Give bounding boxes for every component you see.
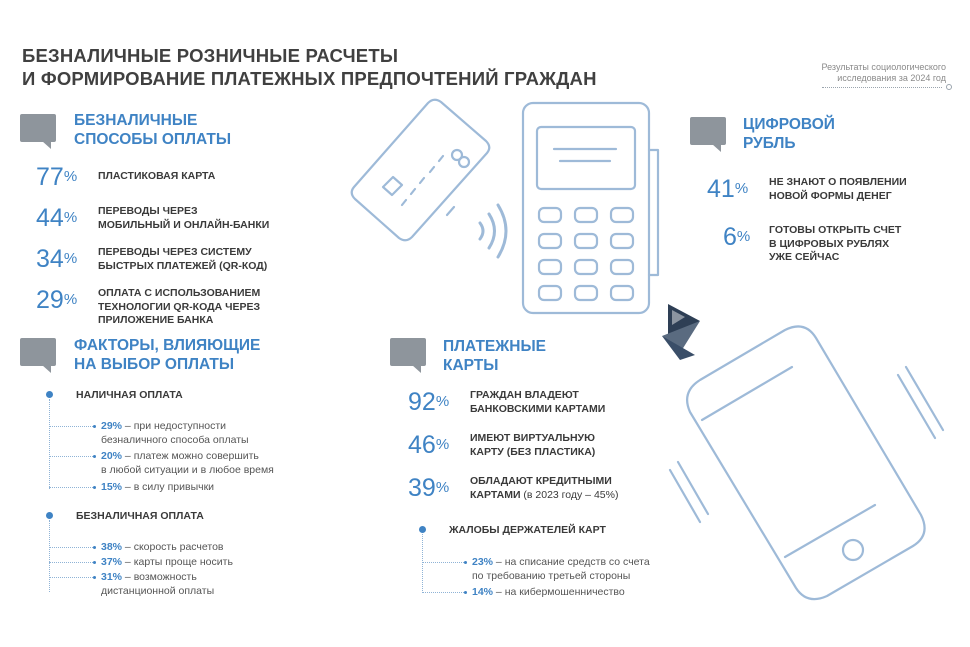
tree-line	[422, 534, 423, 593]
factor-text: – скорость расчетов	[122, 541, 224, 553]
cards-label-line: ОБЛАДАЮТ КРЕДИТНЫМИ	[470, 475, 612, 487]
ruble-value	[707, 176, 769, 202]
cards-value	[408, 432, 470, 458]
method-label-line: ПЕРЕВОДЫ ЧЕРЕЗ	[98, 205, 198, 217]
cards-label-line: ГРАЖДАН ВЛАДЕЮТ	[470, 389, 579, 401]
factor-pct: 14%	[472, 586, 494, 598]
percent-sign: %	[435, 436, 450, 453]
digital-ruble-logo-icon	[662, 304, 700, 360]
factors-heading	[74, 336, 260, 374]
factor-text: – при недоступности	[122, 420, 227, 432]
method-label	[98, 205, 269, 232]
ruble-value	[723, 224, 769, 250]
cashless-label: БЕЗНАЛИЧНАЯ ОПЛАТА	[76, 510, 204, 522]
cards-number: 39	[408, 474, 436, 502]
factor-text: безналичного способа оплаты	[101, 434, 249, 446]
method-label-line: ПРИЛОЖЕНИЕ БАНКА	[98, 314, 214, 326]
factors-heading-line-2: НА ВЫБОР ОПЛАТЫ	[74, 356, 235, 373]
ruble-number: 6	[723, 223, 737, 251]
method-label-line: ОПЛАТА С ИСПОЛЬЗОВАНИЕМ	[98, 287, 261, 299]
payment-methods-heading-line-2: СПОСОБЫ ОПЛАТЫ	[74, 131, 232, 148]
cards-heading	[443, 337, 546, 375]
smartphone-icon	[670, 326, 943, 599]
payment-methods-heading	[74, 111, 231, 149]
ruble-label-line: ГОТОВЫ ОТКРЫТЬ СЧЕТ	[769, 224, 902, 236]
ruble-label	[769, 224, 901, 265]
title-line-1: БЕЗНАЛИЧНЫЕ РОЗНИЧНЫЕ РАСЧЕТЫ	[22, 45, 399, 66]
method-number: 44	[36, 204, 64, 232]
cashless-factor	[101, 555, 233, 569]
cashless-factor	[101, 540, 224, 554]
subtitle-divider	[822, 87, 942, 88]
percent-sign: %	[734, 180, 749, 197]
method-value	[36, 287, 98, 313]
complaint-item	[472, 555, 650, 583]
branch-dot	[93, 546, 96, 549]
speech-bubble-icon	[20, 114, 56, 142]
subtitle-line-2: исследования за 2024 год	[837, 73, 946, 83]
cards-heading-line-1: ПЛАТЕЖНЫЕ	[443, 338, 546, 355]
branch-dot	[93, 576, 96, 579]
factor-text: в любой ситуации и в любое время	[101, 464, 274, 476]
method-row	[36, 287, 260, 328]
cards-heading-line-2: КАРТЫ	[443, 357, 499, 374]
method-label	[98, 246, 267, 273]
tree-line	[49, 399, 50, 489]
percent-sign: %	[63, 168, 78, 185]
ruble-label-line: НОВОЙ ФОРМЫ ДЕНЕГ	[769, 189, 892, 202]
tree-branch	[422, 562, 464, 563]
page-title	[22, 44, 597, 90]
cards-row	[408, 475, 618, 502]
cash-label: НАЛИЧНАЯ ОПЛАТА	[76, 389, 183, 401]
cards-label-line: КАРТУ (БЕЗ ПЛАСТИКА)	[470, 445, 596, 458]
tree-branch	[49, 426, 93, 427]
title-line-2: И ФОРМИРОВАНИЕ ПЛАТЕЖНЫХ ПРЕДПОЧТЕНИЙ ГРАЖДАН	[22, 68, 597, 89]
method-label	[98, 287, 260, 328]
cards-label-line: ИМЕЮТ ВИРТУАЛЬНУЮ	[470, 432, 595, 444]
percent-sign: %	[736, 228, 751, 245]
complaint-item	[472, 585, 625, 599]
method-value	[36, 164, 98, 190]
cards-label	[470, 432, 595, 459]
factor-pct: 37%	[101, 556, 123, 568]
cards-row	[408, 389, 605, 416]
method-label-line: ПЛАСТИКОВАЯ КАРТА	[98, 170, 216, 182]
method-row	[36, 205, 269, 232]
speech-bubble-icon	[20, 338, 56, 366]
method-row	[36, 246, 267, 273]
cash-factor	[101, 419, 249, 447]
factor-pct: 29%	[101, 420, 123, 432]
contactless-icon	[480, 205, 506, 257]
cards-value	[408, 389, 470, 415]
method-number: 29	[36, 286, 64, 314]
cards-note: (в 2023 году – 45%)	[520, 488, 619, 501]
cards-label-line: КАРТАМИ	[470, 488, 521, 501]
percent-sign: %	[63, 291, 78, 308]
ruble-row	[707, 176, 907, 203]
factor-text: по требованию третьей стороны	[472, 570, 631, 582]
ruble-label-line: УЖЕ СЕЙЧАС	[769, 251, 840, 263]
factor-pct: 23%	[472, 556, 494, 568]
cash-factor	[101, 480, 214, 494]
digital-ruble-heading-line-2: РУБЛЬ	[743, 135, 796, 152]
percent-sign: %	[435, 393, 450, 410]
cards-label	[470, 389, 605, 416]
factor-text: – в силу привычки	[122, 481, 215, 493]
credit-card-icon	[352, 100, 490, 241]
cashless-factor	[101, 570, 214, 598]
factor-text: – на списание средств со счета	[493, 556, 650, 568]
method-label-line: БЫСТРЫХ ПЛАТЕЖЕЙ (QR-КОД)	[98, 259, 268, 272]
factor-text: – на кибермошенничество	[493, 586, 625, 598]
branch-dot	[93, 425, 96, 428]
payment-methods-heading-line-1: БЕЗНАЛИЧНЫЕ	[74, 112, 198, 129]
ruble-number: 41	[707, 175, 735, 203]
digital-ruble-heading-line-1: ЦИФРОВОЙ	[743, 116, 835, 133]
cards-number: 46	[408, 431, 436, 459]
payment-terminal-icon	[523, 103, 658, 313]
factor-text: – карты проще носить	[122, 556, 233, 568]
tree-branch	[49, 456, 93, 457]
method-row	[36, 164, 215, 190]
bullet-dot	[46, 512, 53, 519]
factor-text: – возможность	[122, 571, 197, 583]
factor-text: – платеж можно совершить	[122, 450, 259, 462]
tree-branch	[49, 562, 93, 563]
branch-dot	[93, 486, 96, 489]
percent-sign: %	[63, 250, 78, 267]
tree-branch	[422, 592, 464, 593]
method-label-line: ТЕХНОЛОГИИ QR-КОДА ЧЕРЕЗ	[98, 300, 261, 313]
percent-sign: %	[63, 209, 78, 226]
cards-label-line: БАНКОВСКИМИ КАРТАМИ	[470, 402, 606, 415]
digital-ruble-heading	[743, 115, 835, 153]
method-number: 34	[36, 245, 64, 273]
factor-text: дистанционной оплаты	[101, 585, 215, 597]
branch-dot	[93, 455, 96, 458]
method-number: 77	[36, 163, 64, 191]
method-label	[98, 164, 215, 184]
tree-branch	[49, 547, 93, 548]
branch-dot	[93, 561, 96, 564]
bullet-dot	[46, 391, 53, 398]
cards-row	[408, 432, 595, 459]
bullet-dot	[419, 526, 426, 533]
ruble-label-line: В ЦИФРОВЫХ РУБЛЯХ	[769, 237, 890, 250]
method-label-line: МОБИЛЬНЫЙ И ОНЛАЙН-БАНКИ	[98, 218, 270, 231]
factor-pct: 31%	[101, 571, 123, 583]
payment-illustration	[340, 95, 970, 615]
factor-pct: 20%	[101, 450, 123, 462]
branch-dot	[464, 591, 467, 594]
cards-value	[408, 475, 470, 501]
speech-bubble-icon	[690, 117, 726, 145]
method-value	[36, 246, 98, 272]
ruble-label	[769, 176, 907, 203]
subtitle-divider-dot	[946, 84, 952, 90]
cards-number: 92	[408, 388, 436, 416]
ruble-label-line: НЕ ЗНАЮТ О ПОЯВЛЕНИИ	[769, 176, 907, 188]
tree-branch	[49, 577, 93, 578]
speech-bubble-icon	[390, 338, 426, 366]
percent-sign: %	[435, 479, 450, 496]
factors-heading-line-1: ФАКТОРЫ, ВЛИЯЮЩИЕ	[74, 337, 261, 354]
subtitle	[822, 62, 947, 84]
branch-dot	[464, 561, 467, 564]
factor-pct: 15%	[101, 481, 123, 493]
ruble-row	[723, 224, 901, 265]
cards-label	[470, 475, 618, 502]
subtitle-line-1: Результаты социологического	[821, 62, 946, 72]
method-value	[36, 205, 98, 231]
cash-factor	[101, 449, 274, 477]
tree-branch	[49, 487, 93, 488]
method-label-line: ПЕРЕВОДЫ ЧЕРЕЗ СИСТЕМУ	[98, 246, 252, 258]
complaints-label: ЖАЛОБЫ ДЕРЖАТЕЛЕЙ КАРТ	[449, 524, 606, 536]
factor-pct: 38%	[101, 541, 123, 553]
tree-line	[49, 520, 50, 592]
